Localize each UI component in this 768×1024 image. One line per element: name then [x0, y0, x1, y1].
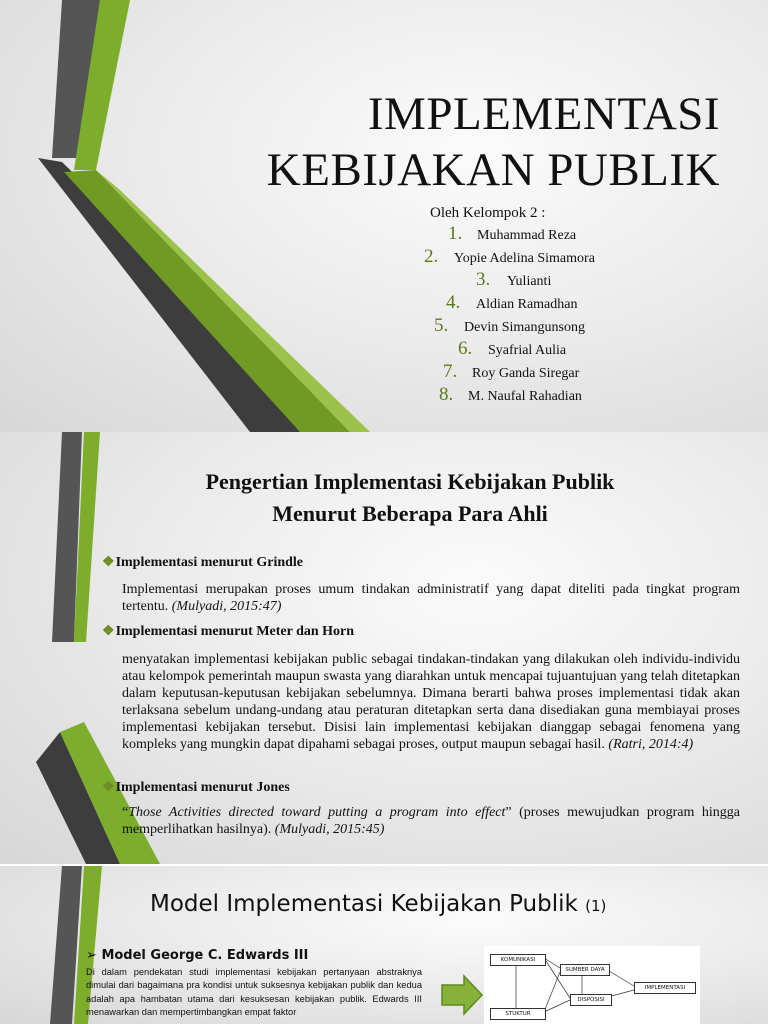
diamond-bullet-icon: ❖ — [102, 555, 115, 570]
model-heading — [86, 948, 308, 963]
citation: (Mulyadi, 2015:45) — [274, 822, 385, 837]
member-number: 4. — [446, 292, 461, 313]
list-item — [300, 292, 700, 315]
citation: (Ratri, 2014:4) — [608, 737, 694, 752]
group-byline: Oleh Kelompok 2 : — [430, 205, 546, 221]
node-komunikasi: KOMUNIKASI — [490, 954, 546, 966]
title-suffix: (1) — [585, 897, 607, 915]
node-struktur: STUKTUR — [490, 1008, 546, 1020]
heading-text: Implementasi menurut Jones — [115, 780, 290, 795]
node-implementasi: IMPLEMENTASI — [634, 982, 696, 994]
member-name: Devin Simangunsong — [464, 320, 585, 335]
member-number: 3. — [476, 269, 491, 290]
heading-text: Implementasi menurut Grindle — [115, 555, 304, 570]
title-line-2: KEBIJAKAN PUBLIK — [266, 144, 720, 196]
member-number: 6. — [458, 338, 473, 359]
member-name: Yopie Adelina Simamora — [454, 251, 595, 266]
member-number: 2. — [424, 246, 439, 267]
list-item — [300, 361, 700, 384]
member-name: Aldian Ramadhan — [476, 297, 578, 312]
list-item — [300, 315, 700, 338]
node-disposisi: DISPOSISI — [570, 994, 612, 1006]
body-text: (proses mewujudkan program hingga memperlihatkan hasilnya). — [122, 805, 740, 837]
diamond-bullet-icon: ❖ — [102, 624, 115, 639]
right-arrow-icon — [440, 974, 484, 1016]
list-item — [300, 223, 700, 246]
list-item — [300, 269, 700, 292]
slide-title — [120, 466, 700, 530]
model-heading-text: Model George C. Edwards III — [101, 948, 309, 963]
list-item — [300, 338, 700, 361]
arrow-bullet-icon: ➢ — [86, 948, 97, 963]
node-sumber-daya: SUMBER DAYA — [560, 964, 610, 976]
section-heading — [102, 554, 303, 571]
section-heading — [102, 623, 354, 640]
member-number: 8. — [439, 384, 454, 405]
section-body: “Those Activities directed toward putting a program into effect” (proses mewujudkan program hingga memperlihatkan hasilnya). (Mulyadi, 2015:45) — [122, 805, 740, 837]
model-description: Di dalam pendekatan studi implementasi kebijakan pertanyaan abstraknya dimulai dari bagaimana pra kondisi untuk suksesnya kebijakan publik dan kedua adalah apa hambatan utama dari kesuksesan kebijakan publik. Edwards III menawarkan dan mempertimbangkan empat faktor — [86, 967, 422, 1017]
slide-model — [0, 866, 768, 1024]
list-item — [300, 246, 700, 269]
member-number: 5. — [434, 315, 449, 336]
slide-title — [0, 0, 768, 432]
title-line-2: Menurut Beberapa Para Ahli — [272, 501, 548, 526]
title-text: Model Implementasi Kebijakan Publik — [150, 891, 578, 917]
slide-title — [150, 891, 606, 917]
citation: (Mulyadi, 2015:47) — [171, 599, 282, 614]
edwards-model-diagram — [484, 946, 700, 1024]
member-number: 7. — [443, 361, 458, 382]
title-line-1: Pengertian Implementasi Kebijakan Publik — [205, 469, 615, 494]
list-item — [300, 384, 700, 407]
body-text: menyatakan implementasi kebijakan public sebagai tindakan-tindakan yang dilakukan oleh individu-individu atau kelompok pemerintah maupun swasta yang diarahkan untuk mencapai tujuantujuan yang telah ditetapkan dalam keputusan-keputusan kebijakan sebelumnya. Dimana berarti bahwa proses implementasi tidak akan terlaksana sebelum undang-undang atau peraturan ditetapkan serta dana disediakan guna membiayai proses implementasi kebijakan tersebut. Disisi lain implementasi kebijakan dianggap sebagai fenomena yang kompleks yang mungkin dapat dipahami sebagai proses, output maupun sebagai hasil. — [122, 652, 740, 752]
member-list — [300, 223, 700, 407]
diamond-bullet-icon: ❖ — [102, 780, 115, 795]
section-heading — [102, 779, 290, 796]
body-text: Implementasi merupakan proses umum tindakan administratif yang dapat diteliti pada tingkat program tertentu. — [122, 582, 740, 614]
member-name: Yulianti — [507, 274, 552, 289]
member-name: M. Naufal Rahadian — [468, 389, 582, 404]
member-number: 1. — [448, 223, 463, 244]
member-name: Roy Ganda Siregar — [472, 366, 580, 381]
section-body — [122, 651, 740, 753]
heading-text: Implementasi menurut Meter dan Horn — [115, 624, 355, 639]
slide-definitions — [0, 432, 768, 864]
member-name: Muhammad Reza — [477, 228, 577, 243]
member-name: Syafrial Aulia — [488, 343, 567, 358]
presentation-title — [160, 86, 720, 198]
section-body — [122, 581, 740, 615]
title-line-1: IMPLEMENTASI — [367, 88, 720, 140]
quote-text: Those Activities directed toward putting a program into effect — [128, 805, 506, 820]
